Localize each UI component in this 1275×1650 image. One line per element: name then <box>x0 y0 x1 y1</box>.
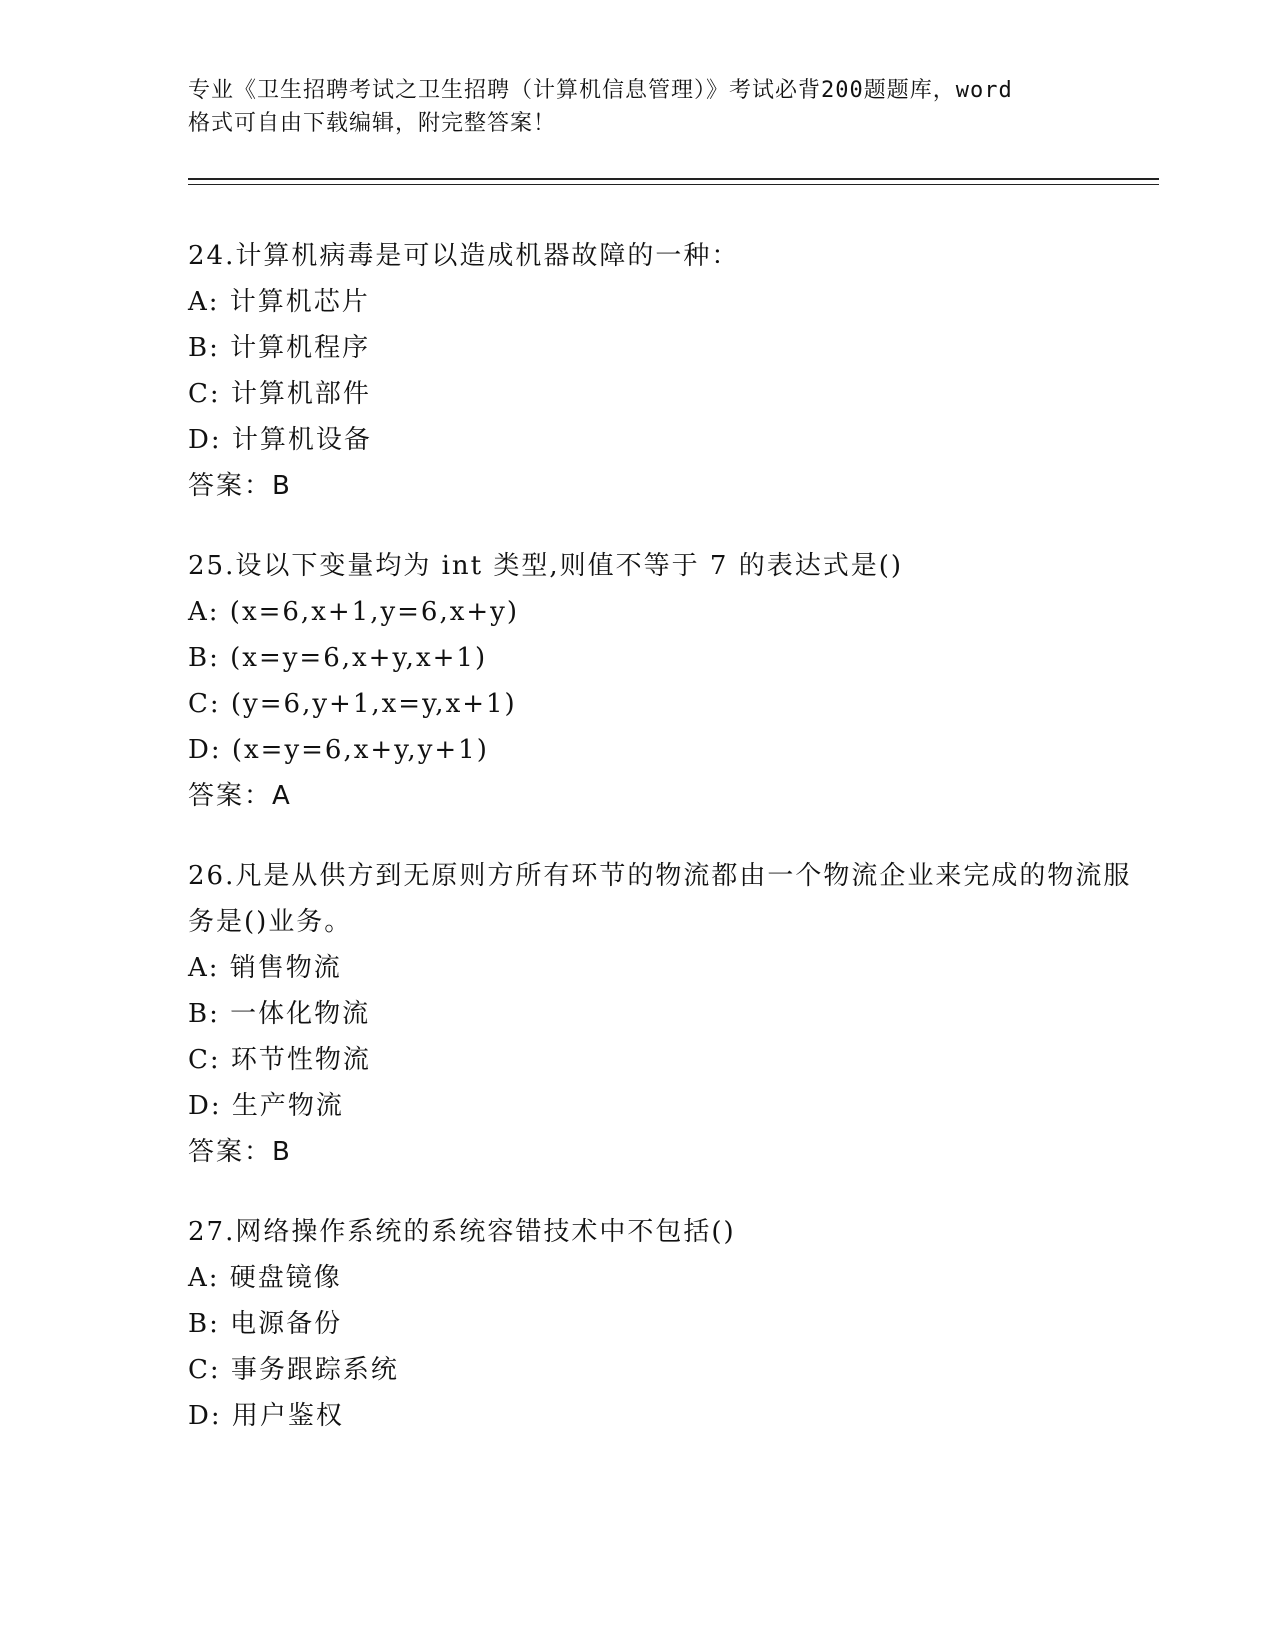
option-a: A: 销售物流 <box>188 953 342 983</box>
option-d: D: 计算机设备 <box>188 425 372 455</box>
option-b: B: 电源备份 <box>188 1309 343 1339</box>
answer: 答案：B <box>188 1137 292 1167</box>
question-list <box>188 233 1148 1473</box>
option-b: B: 一体化物流 <box>188 999 371 1029</box>
option-b: B: (x=y=6,x+y,x+1) <box>188 643 488 673</box>
question-25 <box>188 543 1148 819</box>
option-c: C: 事务跟踪系统 <box>188 1355 399 1385</box>
question-26 <box>188 853 1148 1175</box>
option-d: D: 用户鉴权 <box>188 1401 344 1431</box>
option-c: C: 计算机部件 <box>188 379 371 409</box>
question-stem: 26.凡是从供方到无原则方所有环节的物流都由一个物流企业来完成的物流服务是()业务。 <box>188 861 1132 937</box>
question-27 <box>188 1209 1148 1439</box>
question-stem: 24.计算机病毒是可以造成机器故障的一种： <box>188 241 740 271</box>
question-stem: 25.设以下变量均为 int 类型,则值不等于 7 的表达式是() <box>188 551 904 581</box>
option-c: C: 环节性物流 <box>188 1045 371 1075</box>
option-a: A: 硬盘镜像 <box>188 1263 342 1293</box>
answer: 答案：B <box>188 471 292 501</box>
header-divider-thick <box>188 178 1159 180</box>
document-header <box>188 74 1108 140</box>
option-c: C: (y=6,y+1,x=y,x+1) <box>188 689 517 719</box>
option-d: D: 生产物流 <box>188 1091 344 1121</box>
question-24 <box>188 233 1148 509</box>
question-stem: 27.网络操作系统的系统容错技术中不包括() <box>188 1217 736 1247</box>
option-a: A: (x=6,x+1,y=6,x+y) <box>188 597 520 627</box>
header-line-2: 格式可自由下载编辑，附完整答案！ <box>188 111 557 136</box>
header-divider-thin <box>188 184 1159 185</box>
option-d: D: (x=y=6,x+y,y+1) <box>188 735 489 765</box>
option-a: A: 计算机芯片 <box>188 287 370 317</box>
header-line-1: 专业《卫生招聘考试之卫生招聘（计算机信息管理）》考试必背200题题库，word <box>188 78 1013 103</box>
answer: 答案：A <box>188 781 292 811</box>
option-b: B: 计算机程序 <box>188 333 371 363</box>
